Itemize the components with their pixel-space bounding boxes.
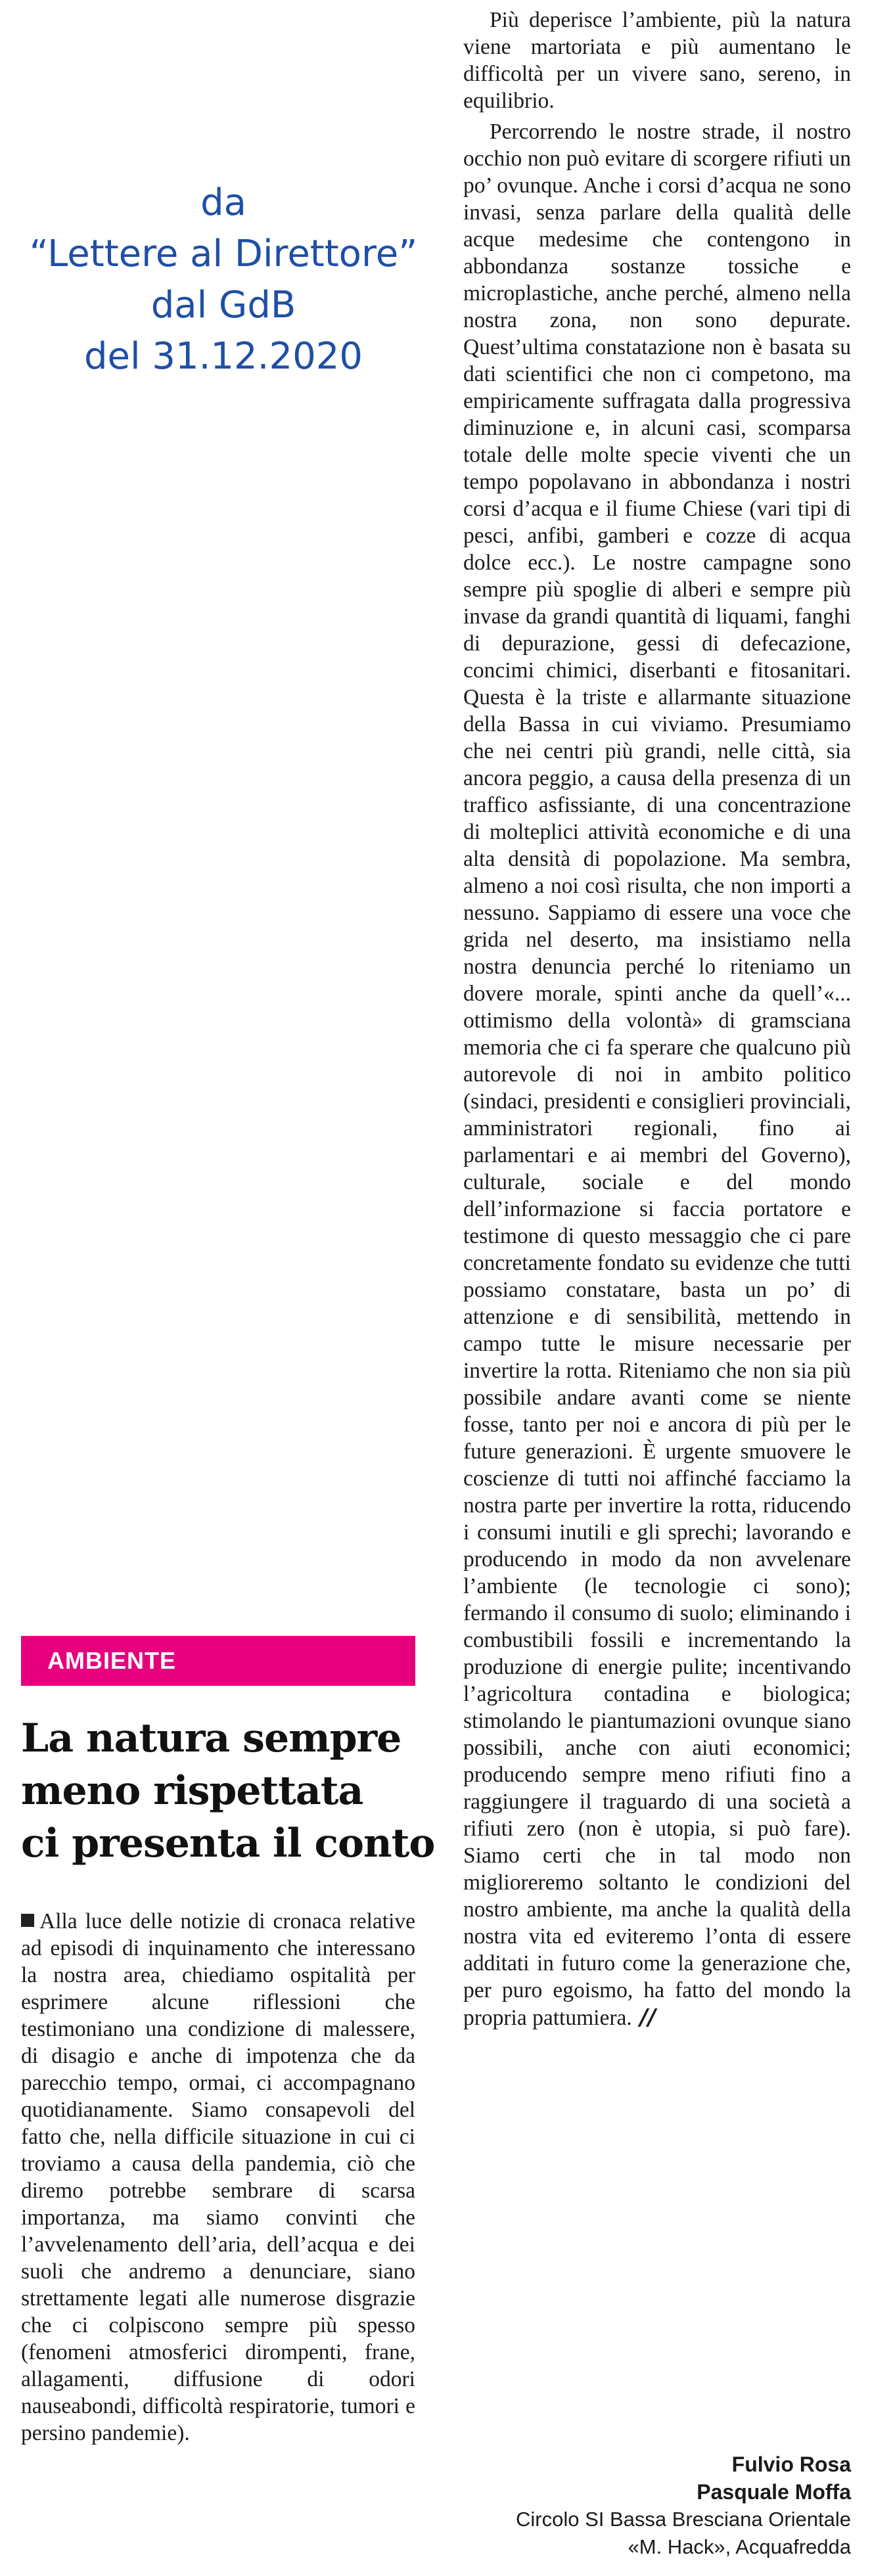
headline (21, 1712, 435, 1870)
square-bullet-icon (21, 1914, 34, 1927)
signature (463, 2451, 851, 2561)
section-rubric: AMBIENTE (21, 1636, 415, 1686)
source-note-line: dal GdB (150, 284, 296, 327)
headline-line: La natura sempre (21, 1715, 402, 1761)
body-paragraph (463, 118, 851, 2031)
signature-organization: Circolo SI Bassa Bresciana Orientale (515, 2508, 851, 2531)
article-right-column (463, 7, 851, 2031)
body-paragraph: Più deperisce l’ambiente, più la natura viene martoriata e più aumentano le difficoltà per un vivere sano, sereno, in equilibrio. (463, 8, 851, 113)
source-note (26, 177, 421, 382)
source-note-line: “Lettere al Direttore” (29, 233, 418, 275)
lead-text: Alla luce delle notizie di cronaca relative ad episodi di inquinamento che interessano la nostra area, chiediamo ospitalità per esprimere alcune riflessioni che testimoniano una condizione di malessere, di disagio e anche di impotenza che da parecchio tempo, ormai, ci accompagnano quotidianamente. Siamo consapevoli del fatto che, nella difficile situazione in cui ci troviamo a causa della pandemia, ciò che diremo potrebbe sembrare di scarsa importanza, ma siamo convinti che l’avvelenamento dell’aria, dell’acqua e dei suoli che andremo a denunciare, siano strettamente legati alle numerose disgrazie che ci colpiscono sempre più spesso (fenomeni atmosferici dirompenti, frane, allagamenti, diffusione di odori nauseabondi, difficoltà respiratorie, tumori e persino pandemie). (21, 1909, 415, 2445)
headline-line: meno rispettata (21, 1768, 363, 1814)
signature-name: Pasquale Moffa (697, 2480, 851, 2504)
article-left-column (21, 1636, 435, 2447)
headline-line: ci presenta il conto (21, 1820, 435, 1866)
source-note-line: da (200, 181, 246, 224)
signature-name: Fulvio Rosa (731, 2452, 851, 2476)
signature-organization: «M. Hack», Acquafredda (628, 2535, 851, 2558)
lead-paragraph (21, 1908, 415, 2447)
end-mark: // (639, 2004, 656, 2030)
source-note-line: del 31.12.2020 (84, 335, 363, 378)
body-paragraph-text: Percorrendo le nostre strade, il nostro occhio non può evitare di scorgere rifiuti un po’ ovunque. Anche i corsi d’acqua ne sono invasi, senza parlare della qualità delle acque medesime che contengono in abbondanza sostanze tossiche e microplastiche, anche perché, almeno nella nostra zona, non sono depurate. Quest’ultima constatazione non è basata su dati scientifici che non ci competono, ma empiricamente suffragata dalla progressiva diminuzione e, in alcuni casi, scomparsa totale delle molte specie viventi che un tempo popolavano in abbondanza i nostri corsi d’acqua e il fiume Chiese (vari tipi di pesci, anfibi, gamberi e cozze di acqua dolce ecc.). Le nostre campagne sono sempre più spoglie di alberi e sempre più invase da grandi quantità di liquami, fanghi di depurazione, gessi di defecazione, concimi chimici, diserbanti e fitosanitari. Questa è la triste e allarmante situazione della Bassa in cui viviamo. Presumiamo che nei centri più grandi, nelle città, sia ancora peggio, a causa della presenza di un traffico asfissiante, di una concentrazione di molteplici attività economiche e di una alta densità di popolazione. Ma sembra, almeno a noi così risulta, che non importi a nessuno. Sappiamo di essere una voce che grida nel deserto, ma insistiamo nella nostra denuncia perché lo riteniamo un dovere morale, spinti anche da quell’«... ottimismo della volontà» di gramsciana memoria che ci fa sperare che qualcuno più autorevole di noi in ambito politico (sindaci, presidenti e consiglieri provinciali, amministratori regionali, fino ai parlamentari e ai membri del Governo), culturale, sociale e del mondo dell’informazione si faccia portatore e testimone di questo messaggio che ci pare concretamente fondato su evidenze che tutti possiamo constatare, basta un po’ di attenzione e di sensibilità, mettendo in campo tutte le misure necessarie per invertire la rotta. Riteniamo che non sia più possibile andare avanti come se niente fosse, tanto per noi e ancora di più per le future generazioni. È urgente smuovere le coscienze di tutti noi affinché facciamo la nostra parte per invertire la rotta, riducendo i consumi inutili e gli sprechi; lavorando e producendo in modo da non avvelenare l’ambiente (le tecnologie ci sono); fermando il consumo di suolo; eliminando i combustibili fossili e incrementando la produzione di energie pulite; incentivando l’agricoltura contadina e biologica; stimolando le piantumazioni ovunque siano possibili, anche con aiuti economici; producendo sempre meno rifiuti fino a raggiungere il traguardo di una società a rifiuti zero (non è utopia, si può fare). Siamo certi che in tal modo non miglioreremo soltanto le condizioni del nostro ambiente, ma anche la qualità della nostra vita ed eviteremo l’onta di essere additati in futuro come la generazione che, per puro egoismo, ha fatto del mondo la propria pattumiera. (463, 120, 851, 2030)
